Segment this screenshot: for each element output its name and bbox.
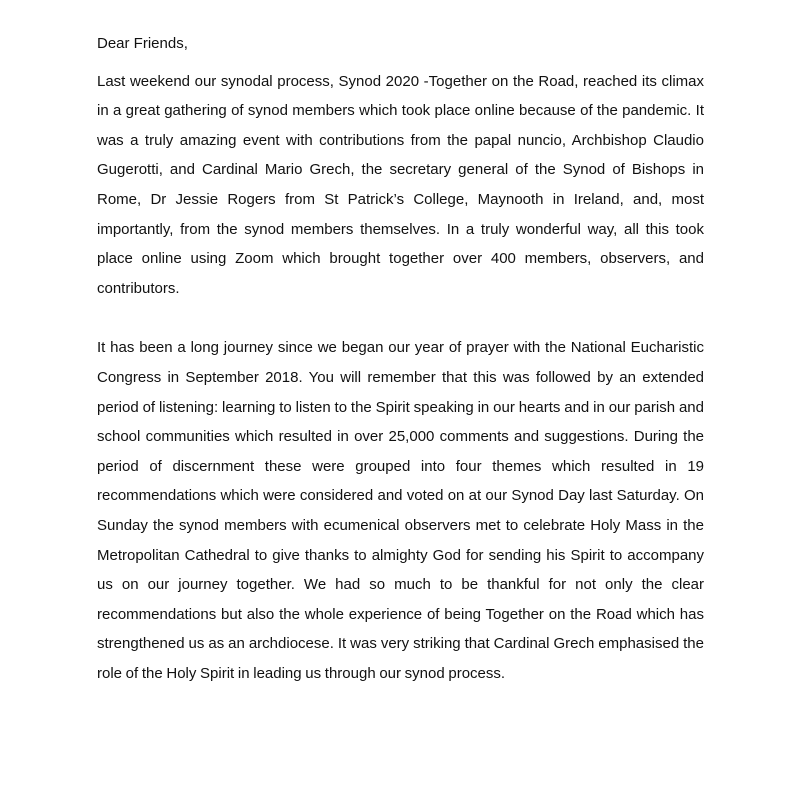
- letter-body: [97, 29, 704, 688]
- paragraph-synod-journey: It has been a long journey since we began our year of prayer with the National Eucharistic Congress in September 2018. You will remember that this was followed by an extended period of listening: learning to listen to the Spirit speaking in our hearts and in our parish and school communities which resulted in over 25,000 comments and suggestions. During the period of discernment these were grouped into four themes which resulted in 19 recommendations which were considered and voted on at our Synod Day last Saturday. On Sunday the synod members with ecumenical observers met to celebrate Holy Mass in the Metropolitan Cathedral to give thanks to almighty God for sending his Spirit to accompany us on our journey together. We had so much to be thankful for not only the clear recommendations but also the whole experience of being Together on the Road which has strengthened us as an archdiocese. It was very striking that Cardinal Grech emphasised the role of the Holy Spirit in leading us through our synod process.: [97, 339, 704, 682]
- salutation: Dear Friends,: [97, 35, 188, 52]
- paragraph-synod-gathering: Last weekend our synodal process, Synod 2020 -Together on the Road, reached its climax in a great gathering of synod members which took place online because of the pandemic. It was a truly amazing event with contributions from the papal nuncio, Archbishop Claudio Gugerotti, and Cardinal Mario Grech, the secretary general of the Synod of Bishops in Rome, Dr Jessie Rogers from St Patrick’s College, Maynooth in Ireland, and, most importantly, from the synod members themselves. In a truly wonderful way, all this took place online using Zoom which brought together over 400 members, observers, and contributors.: [97, 72, 704, 297]
